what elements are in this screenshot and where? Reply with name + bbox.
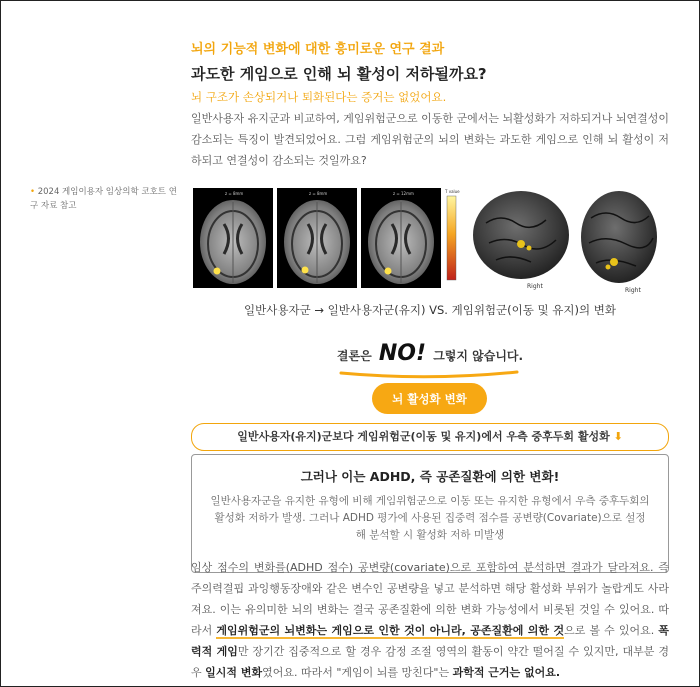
activation-banner xyxy=(191,423,669,451)
conclusion-line xyxy=(191,341,669,366)
analysis-text-1: 임상 점수의 변화를(ADHD 점수) 공변량(covariate)으로 포함하여 분석하면 결과가 달라져요. 즉 주의력결핍 과잉행동장애와 같은 변수인 공변량을 넣고 분석하면 해당 활성화 부위가 놀랍게도 사라져요. 이는 유의미한 뇌의 변화는 결국 공존질환에 의한 변화 가능성에서 비롯된 것일 수 있어요. 따라서 xyxy=(191,561,669,637)
analysis-bold-3: 과학적 근거는 없어요. xyxy=(452,666,561,679)
brain3d-label-1: Right xyxy=(527,283,543,290)
analysis-text-3: 만 장기간 집중적으로 할 경우 감정 조절 영역의 활동이 약간 떨어질 수 있지만, 대부분 경우 xyxy=(191,645,669,679)
analysis-paragraph xyxy=(191,557,669,683)
section-eyebrow: 뇌의 기능적 변화에 대한 흥미로운 연구 결과 xyxy=(191,42,445,57)
swoosh-underline xyxy=(339,369,519,379)
brain-3d-right xyxy=(581,191,657,294)
slice-label-1: z = 8mm xyxy=(225,191,244,196)
mri-slice-1 xyxy=(193,188,273,288)
adhd-explanation-box xyxy=(191,454,669,573)
analysis-text-2: 으로 볼 수 있어요. xyxy=(564,624,659,637)
box-heading: 그러나 이는 ADHD, 즉 공존질환에 의한 변화! xyxy=(300,469,560,484)
mri-slice-3 xyxy=(361,188,441,288)
section-subtitle: 뇌 구조가 손상되거나 퇴화된다는 증거는 없었어요. xyxy=(191,90,447,104)
colorbar-label: T value xyxy=(445,189,460,194)
color-scale-bar xyxy=(444,189,460,280)
banner-text: 일반사용자(유지)군보다 게임위험군(이동 및 유지)에서 우측 중후두회 활성화 xyxy=(237,430,610,443)
mri-slice-2 xyxy=(277,188,357,288)
side-note-text: 2024 게임이용자 임상의학 코호트 연구 자료 참고 xyxy=(30,187,177,211)
analysis-text-4: 였어요. 따라서 "게임이 뇌를 망친다"는 xyxy=(262,666,453,679)
slice-label-2: z = 8mm xyxy=(309,191,328,196)
conclusion-prefix: 결론은 xyxy=(336,349,372,363)
intro-paragraph: 일반사용자 유지군과 비교하여, 게임위험군으로 이동한 군에서는 뇌활성화가 저하되거나 뇌연결성이 감소되는 특징이 발견되었어요. 그럼 게임위험군의 뇌의 변화는 과도한 게임으로 인해 뇌 활성이 저하되고 연결성이 감소되는 것일까요? xyxy=(191,112,669,167)
analysis-bold-2: 일시적 변화 xyxy=(205,666,263,679)
section-title: 과도한 게임으로 인해 뇌 활성이 저하될까요? xyxy=(191,65,487,83)
figure-caption: 일반사용자군 → 일반사용자군(유지) VS. 게임위험군(이동 및 유지)의 변화 xyxy=(244,303,616,317)
conclusion-no: NO! xyxy=(378,341,427,366)
analysis-highlight: 게임위험군의 뇌변화는 게임으로 인한 것이 아니라, 공존질환에 의한 것 xyxy=(216,624,565,637)
analysis-bold-1: 폭력적 게임 xyxy=(191,624,670,658)
slice-label-3: z = 12mm xyxy=(393,191,414,196)
brain-3d-left xyxy=(473,191,569,290)
brain-activation-change-button[interactable]: 뇌 활성화 변화 xyxy=(372,383,487,414)
bullet-dot: • xyxy=(30,187,36,197)
conclusion-suffix: 그렇지 않습니다. xyxy=(433,349,524,363)
brain-scan-figure xyxy=(191,188,669,296)
down-arrow-icon: ⬇ xyxy=(613,430,623,443)
side-note xyxy=(30,185,180,213)
brain3d-label-2: Right xyxy=(625,287,641,294)
box-text: 일반사용자군을 유지한 유형에 비해 게임위험군으로 이동 또는 유지한 유형에서 우측 중후두회의 활성화 저하가 발생. 그러나 ADHD 평가에 사용된 집중력 점수를 공변량(Covariate)으로 설정해 분석할 시 활성화 저하 미발생 xyxy=(210,495,650,541)
